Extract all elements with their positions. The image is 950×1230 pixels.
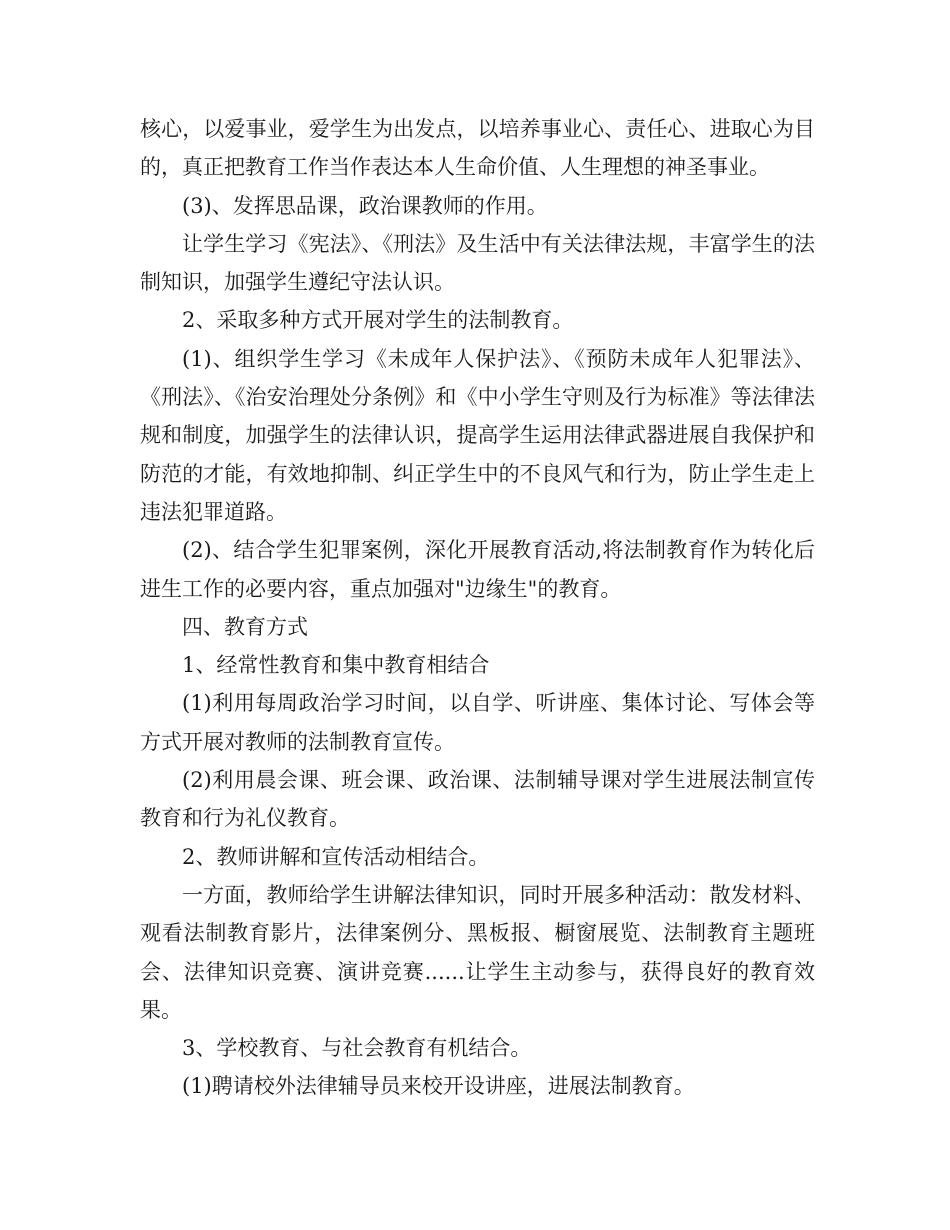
paragraph-9: (1)利用每周政治学习时间，以自学、听讲座、集体讨论、写体会等方式开展对教师的法制教育宣传。 bbox=[140, 691, 815, 754]
paragraph-3: 让学生学习《宪法》、《刑法》及生活中有关法律法规，丰富学生的法制知识，加强学生遵纪守法认识。 bbox=[140, 231, 815, 295]
paragraph-2: (3)、发挥思品课，政治课教师的作用。 bbox=[182, 193, 548, 218]
paragraph-5: (1)、组织学生学习《未成年人保护法》、《预防未成年人犯罪法》、《刑法》、《治安治理处分条例》和《中小学生守则及行为标准》等法律法规和制度，加强学生的法律认识，提高学生运用法律武器进展自我保护和防范的才能，有效地抑制、纠正学生中的不良风气和行为，防止学生走上违法犯罪道路。 bbox=[140, 346, 815, 524]
paragraph-8: 1、经常性教育和集中教育相结合 bbox=[182, 653, 490, 678]
document-body bbox=[140, 110, 815, 1106]
paragraph-13: 3、学校教育、与社会教育有机结合。 bbox=[182, 1036, 532, 1061]
paragraph-12: 一方面，教师给学生讲解法律知识，同时开展多种活动：散发材料、观看法制教育影片，法律案例分、黑板报、橱窗展览、法制教育主题班会、法律知识竞赛、演讲竞赛......让学生主动参与，获得良好的教育效果。 bbox=[140, 882, 815, 1022]
paragraph-11: 2、教师讲解和宣传活动相结合。 bbox=[182, 844, 490, 869]
section-heading-education-methods: 四、教育方式 bbox=[182, 614, 308, 639]
paragraph-6: (2)、结合学生犯罪案例，深化开展教育活动,将法制教育作为转化后进生工作的必要内容，重点加强对"边缘生"的教育。 bbox=[140, 538, 815, 601]
paragraph-14: (1)聘请校外法律辅导员来校开设讲座，进展法制教育。 bbox=[182, 1074, 695, 1099]
paragraph-1: 核心，以爱事业，爱学生为出发点，以培养事业心、责任心、进取心为目的，真正把教育工作当作表达本人生命价值、人生理想的神圣事业。 bbox=[140, 117, 815, 180]
paragraph-10: (2)利用晨会课、班会课、政治课、法制辅导课对学生进展法制宣传教育和行为礼仪教育。 bbox=[140, 768, 815, 831]
paragraph-4: 2、采取多种方式开展对学生的法制教育。 bbox=[182, 308, 574, 333]
